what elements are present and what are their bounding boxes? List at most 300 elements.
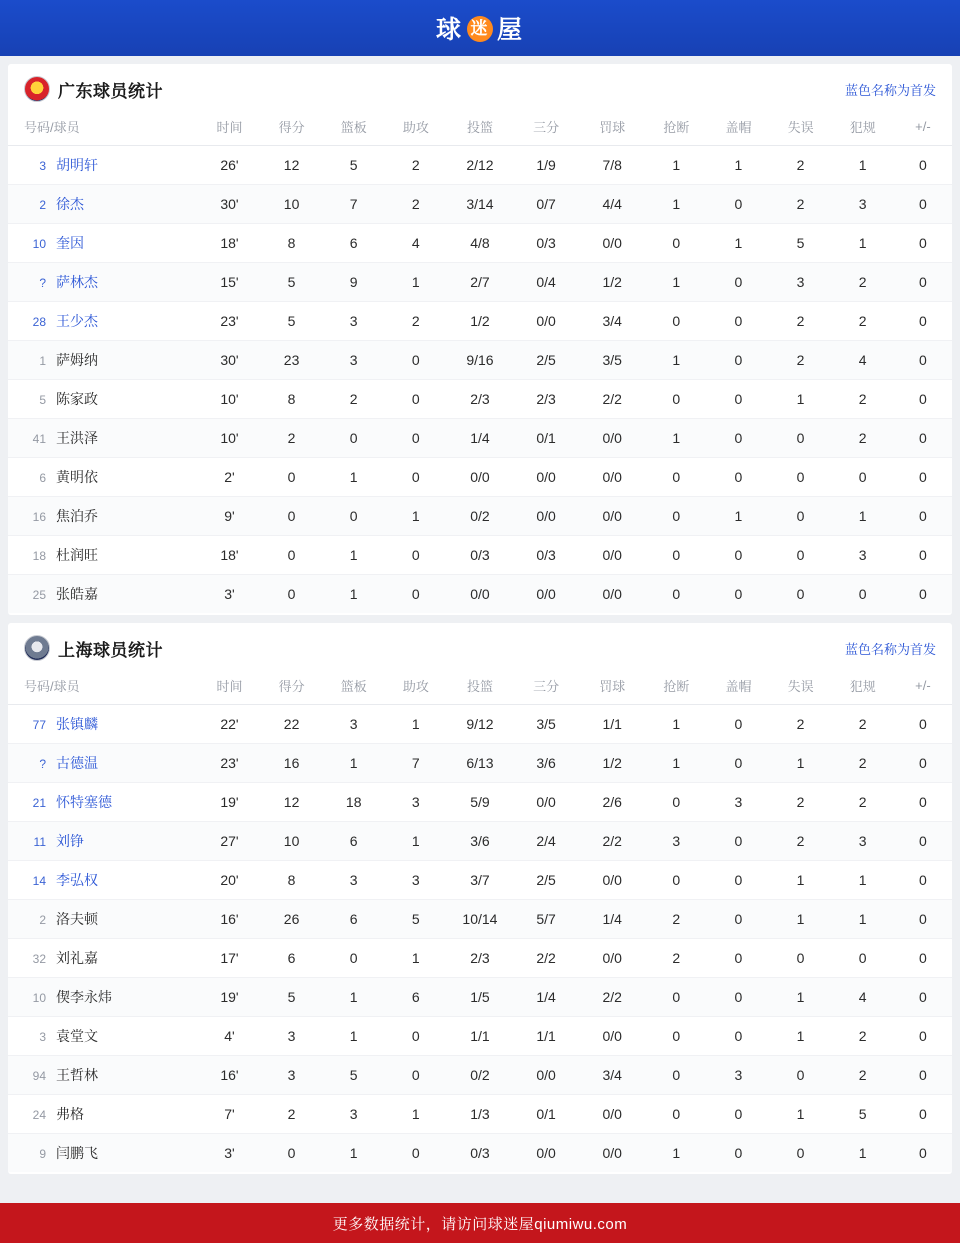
stat-fg: 2/7 bbox=[447, 263, 513, 302]
stat-fg: 2/3 bbox=[447, 380, 513, 419]
stat-reb: 1 bbox=[323, 978, 385, 1017]
stat-stl: 1 bbox=[645, 744, 707, 783]
stat-ft: 3/4 bbox=[579, 302, 645, 341]
stat-stl: 0 bbox=[645, 536, 707, 575]
stat-fg: 0/3 bbox=[470, 1145, 490, 1161]
column-header: 盖帽 bbox=[707, 110, 769, 146]
team-sections bbox=[8, 64, 952, 1174]
column-header: 得分 bbox=[261, 669, 323, 705]
starter-legend: 蓝色名称为首发 bbox=[844, 82, 936, 98]
stat-min: 17' bbox=[198, 939, 260, 978]
stat-tov: 2 bbox=[770, 341, 832, 380]
stat-tov: 2 bbox=[770, 146, 832, 185]
stat-blk: 0 bbox=[707, 302, 769, 341]
table-row[interactable] bbox=[8, 1056, 952, 1095]
team-stats-header bbox=[8, 623, 952, 669]
player-cell[interactable] bbox=[8, 1134, 198, 1173]
stat-tov: 0 bbox=[770, 458, 832, 497]
stat-ft: 3/5 bbox=[579, 341, 645, 380]
column-header: 盖帽 bbox=[707, 669, 769, 705]
player-name: 偰李永炜 bbox=[56, 989, 112, 1005]
stat-pm: 0 bbox=[894, 536, 952, 575]
stat-pm: 0 bbox=[894, 497, 952, 536]
player-name: 焦泊乔 bbox=[56, 508, 98, 524]
table-row[interactable] bbox=[8, 900, 952, 939]
stat-stl: 0 bbox=[645, 497, 707, 536]
stat-ast: 0 bbox=[411, 586, 420, 602]
player-name: 刘礼嘉 bbox=[56, 950, 98, 966]
stat-pts: 0 bbox=[261, 536, 323, 575]
stat-pf: 2 bbox=[832, 1056, 894, 1095]
stat-pf: 1 bbox=[832, 146, 894, 185]
stat-blk: 0 bbox=[707, 419, 769, 458]
stat-tp: 1/9 bbox=[513, 146, 579, 185]
stat-stl: 2 bbox=[645, 939, 707, 978]
player-name: 张镇麟 bbox=[56, 716, 98, 732]
column-header: 三分 bbox=[513, 110, 579, 146]
stat-tov: 2 bbox=[770, 302, 832, 341]
table-row[interactable] bbox=[8, 939, 952, 978]
player-cell[interactable] bbox=[8, 822, 198, 861]
player-cell[interactable] bbox=[8, 458, 198, 497]
stat-blk: 0 bbox=[707, 536, 769, 575]
player-name: 徐杰 bbox=[56, 196, 84, 212]
table-row[interactable] bbox=[8, 341, 952, 380]
stat-reb: 5 bbox=[323, 1056, 385, 1095]
table-row[interactable] bbox=[8, 146, 952, 185]
player-number: 94 bbox=[32, 1069, 46, 1083]
column-header: 号码/球员 bbox=[8, 669, 198, 705]
stat-pf: 2 bbox=[832, 419, 894, 458]
player-name: 萨姆纳 bbox=[56, 352, 98, 368]
player-cell[interactable] bbox=[8, 146, 198, 185]
stat-min: 18' bbox=[198, 536, 260, 575]
app-header bbox=[0, 0, 960, 56]
stat-pts: 16 bbox=[261, 744, 323, 783]
player-name: 李弘权 bbox=[56, 872, 98, 888]
player-cell[interactable] bbox=[8, 263, 198, 302]
player-name: 王洪泽 bbox=[56, 430, 98, 446]
stat-pf: 5 bbox=[832, 1095, 894, 1134]
stat-fg: 3/7 bbox=[447, 861, 513, 900]
stat-tov: 0 bbox=[770, 497, 832, 536]
player-cell[interactable] bbox=[8, 497, 198, 536]
stat-ft: 0/0 bbox=[579, 536, 645, 575]
stat-ft: 2/2 bbox=[579, 822, 645, 861]
table-row[interactable] bbox=[8, 419, 952, 458]
stat-ast: 0 bbox=[385, 458, 447, 497]
stat-stl: 1 bbox=[645, 185, 707, 224]
stat-pts: 5 bbox=[261, 263, 323, 302]
stat-tp: 2/2 bbox=[513, 939, 579, 978]
stat-tov: 3 bbox=[770, 263, 832, 302]
stat-pf: 1 bbox=[858, 1145, 867, 1161]
table-row[interactable] bbox=[8, 822, 952, 861]
stat-stl: 0 bbox=[645, 1017, 707, 1056]
stat-reb: 6 bbox=[323, 900, 385, 939]
stat-tov: 1 bbox=[770, 744, 832, 783]
stat-reb: 0 bbox=[323, 939, 385, 978]
stat-tp: 0/1 bbox=[513, 1095, 579, 1134]
stat-min: 10' bbox=[198, 380, 260, 419]
player-cell[interactable] bbox=[8, 380, 198, 419]
footer-bar bbox=[0, 1203, 960, 1243]
stat-reb: 18 bbox=[323, 783, 385, 822]
stat-pf: 3 bbox=[832, 536, 894, 575]
table-row[interactable] bbox=[8, 1017, 952, 1056]
table-row[interactable] bbox=[8, 224, 952, 263]
stat-reb: 1 bbox=[349, 586, 358, 602]
player-cell[interactable] bbox=[8, 1017, 198, 1056]
brand-logo bbox=[436, 10, 524, 46]
stat-blk: 0 bbox=[734, 1145, 743, 1161]
player-cell[interactable] bbox=[8, 705, 198, 744]
player-cell[interactable] bbox=[8, 744, 198, 783]
stat-min: 7' bbox=[198, 1095, 260, 1134]
stat-stl: 0 bbox=[645, 1056, 707, 1095]
player-number: 16 bbox=[32, 510, 46, 524]
stat-ast: 1 bbox=[385, 939, 447, 978]
stat-ft: 0/0 bbox=[579, 861, 645, 900]
stat-blk: 0 bbox=[707, 900, 769, 939]
stat-pts: 0 bbox=[261, 458, 323, 497]
player-cell[interactable] bbox=[8, 302, 198, 341]
player-number: 77 bbox=[32, 718, 46, 732]
stat-pf: 4 bbox=[832, 978, 894, 1017]
stat-pf: 2 bbox=[832, 302, 894, 341]
stat-ast: 1 bbox=[385, 497, 447, 536]
stat-pm: 0 bbox=[894, 861, 952, 900]
stat-min: 22' bbox=[198, 705, 260, 744]
stat-ft: 2/2 bbox=[579, 380, 645, 419]
stat-pf: 3 bbox=[832, 185, 894, 224]
stat-ast: 1 bbox=[385, 263, 447, 302]
stat-pm: 0 bbox=[894, 302, 952, 341]
brand-text-right: 屋 bbox=[497, 16, 525, 44]
stat-ft: 2/2 bbox=[579, 978, 645, 1017]
stat-blk: 0 bbox=[707, 978, 769, 1017]
stat-reb: 1 bbox=[323, 536, 385, 575]
stat-stl: 0 bbox=[645, 224, 707, 263]
player-cell[interactable] bbox=[8, 536, 198, 575]
stat-reb: 3 bbox=[323, 302, 385, 341]
table-row[interactable] bbox=[8, 744, 952, 783]
table-row[interactable] bbox=[8, 1095, 952, 1134]
stat-tp: 0/0 bbox=[513, 1056, 579, 1095]
stat-tp: 2/5 bbox=[513, 861, 579, 900]
stat-pts: 0 bbox=[261, 497, 323, 536]
player-stats-table bbox=[8, 110, 952, 613]
stat-tp: 0/0 bbox=[536, 586, 556, 602]
stat-stl: 0 bbox=[645, 783, 707, 822]
stat-pts: 23 bbox=[261, 341, 323, 380]
player-number: 11 bbox=[33, 835, 46, 849]
stat-fg: 3/6 bbox=[447, 822, 513, 861]
player-number: 5 bbox=[39, 393, 46, 407]
stat-pf: 2 bbox=[832, 705, 894, 744]
brand-badge-icon: 迷 bbox=[467, 16, 493, 42]
stat-stl: 0 bbox=[645, 302, 707, 341]
stat-pf: 0 bbox=[858, 586, 867, 602]
player-cell[interactable] bbox=[8, 575, 198, 614]
player-cell[interactable] bbox=[8, 185, 198, 224]
stat-ft: 7/8 bbox=[579, 146, 645, 185]
column-header: 失误 bbox=[770, 110, 832, 146]
player-name: 陈家政 bbox=[56, 391, 98, 407]
team-stats-header bbox=[8, 64, 952, 110]
stat-stl: 1 bbox=[645, 705, 707, 744]
stat-tov: 1 bbox=[770, 1017, 832, 1056]
stat-fg: 2/12 bbox=[447, 146, 513, 185]
stat-pts: 12 bbox=[261, 783, 323, 822]
player-name: 黄明依 bbox=[56, 469, 98, 485]
player-cell[interactable] bbox=[8, 783, 198, 822]
table-row[interactable] bbox=[8, 497, 952, 536]
table-row[interactable] bbox=[8, 185, 952, 224]
table-row[interactable] bbox=[8, 263, 952, 302]
stat-ft: 1/1 bbox=[579, 705, 645, 744]
stat-pf: 1 bbox=[832, 900, 894, 939]
column-header: 时间 bbox=[198, 110, 260, 146]
player-cell[interactable] bbox=[8, 900, 198, 939]
stat-fg: 1/2 bbox=[447, 302, 513, 341]
player-number: 21 bbox=[32, 796, 46, 810]
column-header: 三分 bbox=[513, 669, 579, 705]
player-name: 胡明轩 bbox=[56, 157, 98, 173]
stat-pm: 0 bbox=[918, 1145, 927, 1161]
table-header-row bbox=[8, 669, 952, 705]
stat-min: 23' bbox=[198, 302, 260, 341]
player-cell[interactable] bbox=[8, 224, 198, 263]
stat-ast: 3 bbox=[385, 783, 447, 822]
player-stats-table bbox=[8, 669, 952, 1172]
stat-tp: 0/0 bbox=[513, 302, 579, 341]
stat-reb: 9 bbox=[323, 263, 385, 302]
stat-pf: 2 bbox=[832, 263, 894, 302]
player-number: 28 bbox=[32, 315, 46, 329]
stat-pm: 0 bbox=[894, 1095, 952, 1134]
stat-tov: 1 bbox=[770, 900, 832, 939]
brand-text-left: 球 bbox=[435, 16, 463, 44]
stat-min: 3' bbox=[224, 586, 235, 602]
stat-ft: 0/0 bbox=[602, 586, 622, 602]
column-header: +/- bbox=[894, 669, 952, 705]
player-cell[interactable] bbox=[8, 341, 198, 380]
stat-pf: 1 bbox=[832, 224, 894, 263]
stat-stl: 0 bbox=[672, 586, 681, 602]
column-header: 犯规 bbox=[832, 669, 894, 705]
player-cell[interactable] bbox=[8, 978, 198, 1017]
stat-tov: 2 bbox=[770, 705, 832, 744]
team-stats-card bbox=[8, 623, 952, 1174]
table-row[interactable] bbox=[8, 302, 952, 341]
player-name: 古德温 bbox=[56, 755, 98, 771]
team-title: 广东球员统计 bbox=[58, 81, 163, 101]
stat-stl: 3 bbox=[645, 822, 707, 861]
stat-pf: 2 bbox=[832, 744, 894, 783]
stat-pf: 2 bbox=[832, 1017, 894, 1056]
stat-pf: 2 bbox=[832, 783, 894, 822]
stat-tp: 3/6 bbox=[513, 744, 579, 783]
table-row[interactable] bbox=[8, 783, 952, 822]
stat-tov: 1 bbox=[770, 861, 832, 900]
stat-pm: 0 bbox=[894, 224, 952, 263]
stat-pm: 0 bbox=[894, 1056, 952, 1095]
stat-blk: 1 bbox=[707, 497, 769, 536]
stat-pts: 0 bbox=[287, 586, 296, 602]
stat-ast: 4 bbox=[385, 224, 447, 263]
stat-tp: 2/4 bbox=[513, 822, 579, 861]
column-header: 失误 bbox=[770, 669, 832, 705]
stat-reb: 1 bbox=[323, 744, 385, 783]
stat-blk: 0 bbox=[707, 263, 769, 302]
starter-legend: 蓝色名称为首发 bbox=[844, 641, 936, 657]
stat-stl: 1 bbox=[645, 341, 707, 380]
column-header: 助攻 bbox=[385, 669, 447, 705]
stat-min: 19' bbox=[198, 783, 260, 822]
stat-pf: 2 bbox=[832, 380, 894, 419]
stat-tov: 2 bbox=[770, 185, 832, 224]
stat-min: 15' bbox=[198, 263, 260, 302]
stat-pm: 0 bbox=[894, 185, 952, 224]
player-cell[interactable] bbox=[8, 419, 198, 458]
stat-ast: 7 bbox=[385, 744, 447, 783]
player-number: 24 bbox=[32, 1108, 46, 1122]
stat-fg: 4/8 bbox=[447, 224, 513, 263]
stat-pm: 0 bbox=[894, 146, 952, 185]
table-row[interactable] bbox=[8, 536, 952, 575]
player-number: 6 bbox=[39, 471, 46, 485]
player-cell[interactable] bbox=[8, 861, 198, 900]
player-number: 3 bbox=[39, 159, 46, 173]
stat-blk: 0 bbox=[707, 861, 769, 900]
player-cell[interactable] bbox=[8, 939, 198, 978]
stat-stl: 0 bbox=[645, 978, 707, 1017]
stat-stl: 2 bbox=[645, 900, 707, 939]
stat-fg: 9/16 bbox=[447, 341, 513, 380]
stat-stl: 0 bbox=[645, 380, 707, 419]
stat-pm: 0 bbox=[894, 705, 952, 744]
stat-ast: 6 bbox=[385, 978, 447, 1017]
stat-blk: 3 bbox=[707, 1056, 769, 1095]
stat-tov: 2 bbox=[770, 783, 832, 822]
stat-reb: 6 bbox=[323, 822, 385, 861]
stat-ft: 0/0 bbox=[579, 458, 645, 497]
stat-stl: 1 bbox=[645, 419, 707, 458]
column-header: 罚球 bbox=[579, 110, 645, 146]
table-row[interactable] bbox=[8, 1134, 952, 1173]
stat-reb: 0 bbox=[323, 419, 385, 458]
table-row[interactable] bbox=[8, 380, 952, 419]
player-cell[interactable] bbox=[8, 1056, 198, 1095]
stat-pm: 0 bbox=[894, 744, 952, 783]
player-name: 王哲林 bbox=[56, 1067, 98, 1083]
player-name: 刘铮 bbox=[56, 833, 84, 849]
column-header: 抢断 bbox=[645, 110, 707, 146]
column-header: 投篮 bbox=[447, 110, 513, 146]
column-header: 得分 bbox=[261, 110, 323, 146]
stat-stl: 0 bbox=[645, 1095, 707, 1134]
stat-reb: 5 bbox=[323, 146, 385, 185]
player-name: 杜润旺 bbox=[56, 547, 98, 563]
stat-pm: 0 bbox=[894, 380, 952, 419]
stat-pts: 22 bbox=[261, 705, 323, 744]
player-number: 2 bbox=[39, 913, 46, 927]
player-name: 奎因 bbox=[56, 235, 84, 251]
column-header: 犯规 bbox=[832, 110, 894, 146]
stat-blk: 1 bbox=[707, 224, 769, 263]
stat-stl: 1 bbox=[645, 146, 707, 185]
stat-pts: 0 bbox=[287, 1145, 296, 1161]
stat-pts: 26 bbox=[261, 900, 323, 939]
stat-ast: 1 bbox=[385, 1095, 447, 1134]
stat-pts: 3 bbox=[261, 1056, 323, 1095]
stat-tp: 0/7 bbox=[513, 185, 579, 224]
team-title: 上海球员统计 bbox=[58, 640, 163, 660]
stat-tov: 0 bbox=[796, 1145, 805, 1161]
table-row[interactable] bbox=[8, 978, 952, 1017]
shanghai-logo-icon bbox=[24, 635, 50, 661]
stat-tp: 0/1 bbox=[513, 419, 579, 458]
player-cell[interactable] bbox=[8, 1095, 198, 1134]
stat-tov: 0 bbox=[770, 419, 832, 458]
stat-tp: 2/3 bbox=[513, 380, 579, 419]
stat-min: 30' bbox=[198, 341, 260, 380]
player-number: 25 bbox=[32, 588, 46, 602]
stat-ft: 4/4 bbox=[579, 185, 645, 224]
stat-pm: 0 bbox=[894, 900, 952, 939]
main-content bbox=[0, 56, 960, 1203]
table-row[interactable] bbox=[8, 575, 952, 614]
stat-tov: 2 bbox=[770, 822, 832, 861]
stat-fg: 1/1 bbox=[447, 1017, 513, 1056]
column-header: 抢断 bbox=[645, 669, 707, 705]
table-row[interactable] bbox=[8, 705, 952, 744]
stat-pm: 0 bbox=[918, 586, 927, 602]
table-row[interactable] bbox=[8, 458, 952, 497]
column-header: 投篮 bbox=[447, 669, 513, 705]
stat-stl: 0 bbox=[645, 861, 707, 900]
stat-fg: 1/4 bbox=[447, 419, 513, 458]
stat-min: 18' bbox=[198, 224, 260, 263]
stat-ft: 0/0 bbox=[602, 1145, 622, 1161]
stat-stl: 1 bbox=[645, 263, 707, 302]
stat-min: 10' bbox=[198, 419, 260, 458]
player-number: ? bbox=[39, 757, 46, 771]
stat-tp: 0/0 bbox=[513, 497, 579, 536]
player-number: 3 bbox=[39, 1030, 46, 1044]
player-number: 2 bbox=[39, 198, 46, 212]
table-row[interactable] bbox=[8, 861, 952, 900]
stat-ast: 0 bbox=[385, 341, 447, 380]
stat-pm: 0 bbox=[894, 822, 952, 861]
stat-reb: 6 bbox=[323, 224, 385, 263]
stat-fg: 6/13 bbox=[447, 744, 513, 783]
stat-blk: 0 bbox=[707, 822, 769, 861]
stat-pts: 5 bbox=[261, 302, 323, 341]
player-name: 怀特塞德 bbox=[56, 794, 112, 810]
stat-ft: 3/4 bbox=[579, 1056, 645, 1095]
player-number: 1 bbox=[39, 354, 46, 368]
stat-pf: 1 bbox=[832, 497, 894, 536]
stat-reb: 3 bbox=[323, 705, 385, 744]
stat-fg: 5/9 bbox=[447, 783, 513, 822]
stat-pf: 1 bbox=[832, 861, 894, 900]
stat-fg: 0/3 bbox=[447, 536, 513, 575]
column-header: 助攻 bbox=[385, 110, 447, 146]
player-number: ? bbox=[39, 276, 46, 290]
stat-pm: 0 bbox=[894, 458, 952, 497]
